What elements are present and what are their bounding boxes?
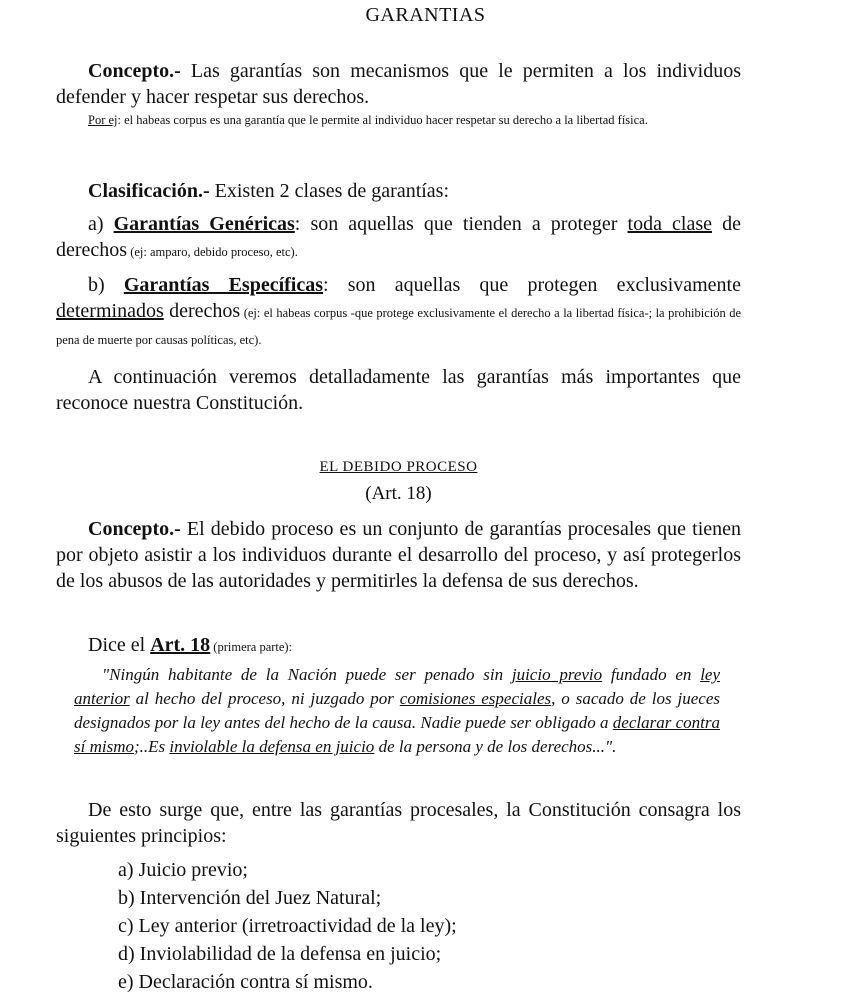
list-item: a) Juicio previo; (118, 859, 248, 881)
item-b-text: : son aquellas que protegen exclusivamente (323, 274, 741, 296)
item-a-text: : son aquellas que tienden a proteger (294, 213, 628, 235)
primera-parte: (primera parte): (210, 640, 293, 654)
dice-art-line (56, 632, 741, 659)
concepto-label: Concepto.- (88, 60, 181, 82)
quote-part: al hecho del proceso, ni juzgado por (129, 689, 400, 708)
determinados-highlight: determinados (56, 300, 164, 322)
clasificacion-paragraph (56, 178, 741, 204)
continuacion-paragraph (56, 364, 741, 416)
principios-list (118, 856, 457, 996)
page-title: GARANTIAS (365, 4, 486, 26)
quote-underline: juicio previo (511, 665, 603, 684)
surge-text: De esto surge que, entre las garantías procesales, la Constitución consagra los siguientes principios: (56, 799, 741, 847)
quote-part: , o sacado de los jueces designados por la ley antes del hecho de la causa. Nadie puede ser obligado a (74, 689, 720, 732)
concepto-paragraph (56, 58, 741, 110)
quote-underline: declarar contra sí mismo (74, 713, 720, 756)
list-item: d) Inviolabilidad de la defensa en juicio; (118, 943, 442, 965)
quote-part: "Ningún habitante de la Nación puede ser penado sin (102, 665, 512, 684)
item-a-example: (ej: amparo, debido proceso, etc). (127, 245, 298, 259)
quote-part: de la persona y de los derechos...". (374, 737, 617, 756)
list-item: b) Intervención del Juez Natural; (118, 887, 382, 909)
item-b-example: (ej: el habeas corpus -que protege exclusivamente el derecho a la libertad física-; la prohibición de pena de muerte por causas políticas, etc). (56, 306, 741, 347)
toda-clase-highlight: toda clase (627, 213, 713, 235)
continuacion-text: A continuación veremos detalladamente las garantías más importantes que reconoce nuestra Constitución. (56, 366, 741, 414)
item-a-text-2: de derechos (56, 213, 741, 261)
concepto-text: Las garantías son mecanismos que le permiten a los individuos defender y hacer respetar sus derechos. (56, 60, 741, 108)
item-b-prefix: b) (88, 274, 124, 296)
quote-underline: inviolable la defensa en juicio (169, 737, 375, 756)
quote-underline: ley anterior (74, 665, 721, 708)
clasificacion-label: Clasificación.- (88, 180, 210, 202)
section-title: EL DEBIDO PROCESO (319, 459, 478, 475)
quote-part: fundado en (602, 665, 701, 684)
list-item: e) Declaración contra sí mismo. (118, 971, 373, 993)
art-18-quote (74, 663, 720, 759)
surge-paragraph (56, 797, 741, 849)
example-label: Por ej (88, 113, 118, 127)
concepto-example (88, 108, 743, 132)
quote-part: ;..Es (133, 737, 170, 756)
clasificacion-text: Existen 2 clases de garantías: (209, 180, 450, 202)
example-text: : el habeas corpus es una garantía que le permite al individuo hacer respetar su derecho a la libertad física. (117, 113, 648, 127)
dice-text: Dice el (88, 634, 151, 656)
debido-proceso-label: Concepto.- (88, 518, 181, 540)
list-item: c) Ley anterior (irretroactividad de la ley); (118, 915, 457, 937)
art-18-link: Art. 18 (150, 634, 211, 656)
debido-proceso-text: El debido proceso es un conjunto de garantías procesales que tienen por objeto asistir a los individuos durante el desarrollo del proceso, y así protegerlos de los abusos de las autoridades y permitirles la defensa de sus derechos. (56, 518, 741, 592)
item-b-text-2: derechos (163, 300, 241, 322)
garantias-especificas-name: Garantías Específicas (123, 274, 324, 296)
section-article: (Art. 18) (365, 483, 432, 504)
item-a-prefix: a) (88, 213, 114, 235)
garantias-genericas (56, 211, 741, 264)
garantias-especificas (56, 272, 741, 352)
debido-proceso-concepto (56, 516, 741, 594)
garantias-genericas-name: Garantías Genéricas (113, 213, 295, 235)
quote-underline: comisiones especiales (399, 689, 552, 708)
